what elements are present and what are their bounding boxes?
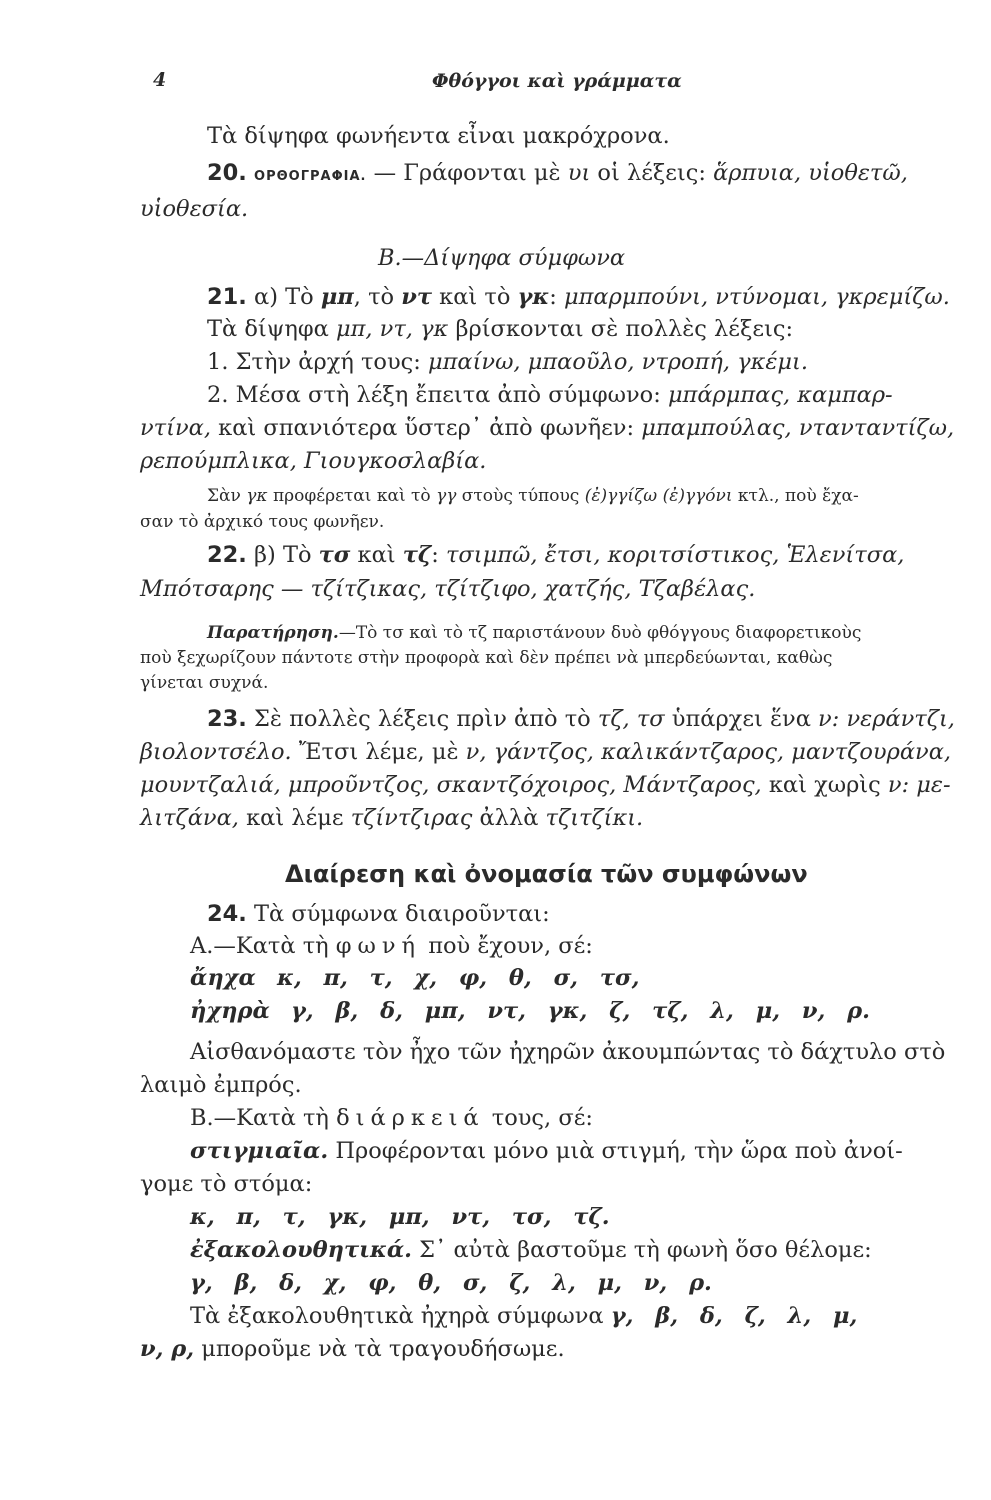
- rule-22-line: [207, 541, 904, 569]
- text: τζ, τσ: [597, 706, 665, 732]
- text: μποροῦμε νὰ τὰ τραγουδήσωμε.: [194, 1336, 565, 1362]
- rule-number: 20.: [207, 160, 247, 186]
- consonant-list: κ, π, τ, χ, φ, θ, σ, τσ,: [276, 965, 640, 991]
- consonant-list: κ, π, τ, γκ, μπ, ντ, τσ, τζ.: [190, 1204, 610, 1230]
- spaced-word: φωνή: [335, 933, 422, 959]
- text-line: [140, 414, 954, 442]
- consonant-list: γ, β, δ, χ, φ, θ, σ, ζ, λ, μ, ν, ρ.: [190, 1270, 712, 1296]
- rule-label: ΟΡΘΟΓΡΑΦΙΑ.: [254, 169, 367, 184]
- text-line: [190, 1236, 872, 1264]
- text: προφέρεται καὶ τὸ: [267, 486, 437, 506]
- text: γγ: [436, 486, 457, 506]
- example-words: λιτζάνα,: [140, 805, 239, 831]
- text: 1. Στὴν ἀρχή τους:: [207, 349, 428, 375]
- text: Ἔτσι λέμε, μὲ: [291, 739, 466, 765]
- text: —Τὸ τσ καὶ τὸ τζ παριστάνουν δυὸ φθόγγους διαφορετικοὺς: [338, 623, 862, 643]
- consonant-list-line: [190, 964, 639, 992]
- text: Σὰν: [207, 486, 247, 506]
- text-line: Μπότσαρης — τζίτζικας, τζίτζιφο, χατζής, Τζαβέλας.: [140, 576, 756, 602]
- text: μπ, ντ, γκ: [335, 316, 449, 342]
- text-line: [140, 771, 951, 799]
- text: Προφέρονται μόνο μιὰ στιγμή, τὴν ὥρα ποὺ ἀνοί-: [328, 1138, 903, 1164]
- consonant-list: γ, β, δ, μπ, ντ, γκ, ζ, τζ, λ, μ, ν, ρ.: [290, 998, 870, 1024]
- rule-23-line: [207, 705, 955, 733]
- text: — Γράφονται μὲ: [373, 160, 568, 186]
- text-line: [190, 1104, 593, 1132]
- observation-label: Παρατήρηση.: [207, 623, 339, 643]
- text: καὶ τὸ: [432, 284, 518, 310]
- text: κτλ., ποὺ ἔχα-: [732, 486, 859, 506]
- text: 2. Μέσα στὴ λέξη ἔπειτα ἀπὸ σύμφωνο:: [207, 382, 668, 408]
- text: γκ: [517, 284, 550, 310]
- text: ποὺ ἔχουν, σέ:: [421, 933, 593, 959]
- text: Τὰ σύμφωνα διαιροῦνται:: [246, 901, 550, 927]
- text: Σὲ πολλὲς λέξεις πρὶν ἀπὸ τὸ: [246, 706, 598, 732]
- text-line: [190, 932, 593, 960]
- subsection-heading: Β.—Δίψηφα σύμφωνα: [378, 245, 626, 271]
- example-words: βιολοντσέλο.: [140, 739, 292, 765]
- text: βρίσκονται σὲ πολλὲς λέξεις:: [448, 316, 794, 342]
- text-line: Αἰσθανόμαστε τὸν ἦχο τῶν ἠχηρῶν ἀκουμπώντας τὸ δάχτυλο στὸ: [190, 1039, 946, 1065]
- text-line: [140, 738, 951, 766]
- spaced-word: διάρκειά: [336, 1105, 485, 1131]
- text: καὶ λέμε: [238, 805, 351, 831]
- text: Τὰ ἐξακολουθητικὰ ἠχηρὰ σύμφωνα: [190, 1303, 611, 1329]
- text: ντ: [401, 284, 432, 310]
- page-number: 4: [153, 69, 167, 91]
- example-words: μπαρμπούνι, ντύνομαι, γκρεμίζω.: [563, 284, 950, 310]
- text: Σ᾽ αὐτὰ βαστοῦμε τὴ φωνὴ ὅσο θέλομε:: [412, 1237, 872, 1263]
- note-line: [207, 485, 859, 507]
- text: τζ: [402, 542, 432, 568]
- rule-number: 22.: [207, 542, 247, 568]
- text-line: [207, 348, 808, 376]
- example-words: τζιτζίκι.: [545, 805, 644, 831]
- consonant-list-line: [190, 997, 870, 1025]
- text: Τὰ δίψηφα: [207, 316, 336, 342]
- text: (ἐ)γγίζω (ἐ)γγόνι: [584, 486, 733, 506]
- text: Β.—Κατὰ τὴ: [190, 1105, 337, 1131]
- text: ἀλλὰ: [472, 805, 546, 831]
- text: :: [549, 284, 564, 310]
- text-line: ρεπούμπλικα, Γιουγκοσλαβία.: [140, 448, 487, 474]
- text: :: [431, 542, 446, 568]
- text: Α.—Κατὰ τὴ: [190, 933, 336, 959]
- text-line: λαιμὸ ἐμπρός.: [140, 1072, 302, 1098]
- example-words: ν: νεράντζι,: [818, 706, 955, 732]
- text: οἱ λέξεις:: [590, 160, 714, 186]
- text-line: [207, 315, 793, 343]
- list-label: ἐξακολουθητικά.: [190, 1237, 412, 1263]
- text-line: υἱοθεσία.: [140, 196, 249, 222]
- rule-number: 23.: [207, 706, 247, 732]
- text: στοὺς τύπους: [456, 486, 585, 506]
- text: , τὸ: [353, 284, 402, 310]
- example-words: μπάρμπας, καμπαρ-: [667, 382, 893, 408]
- consonant-list: ν, ρ,: [140, 1336, 195, 1362]
- example-words: τζίντζιρας: [350, 805, 473, 831]
- text: καὶ σπανιότερα ὕστερ᾽ ἀπὸ φωνῆεν:: [210, 415, 642, 441]
- text-line: [190, 1302, 857, 1330]
- consonant-list: γ, β, δ, ζ, λ, μ,: [610, 1303, 858, 1329]
- list-label: στιγμιαῖα.: [190, 1138, 329, 1164]
- text: γκ: [246, 486, 268, 506]
- text-line: [207, 381, 893, 409]
- example-words: τσιμπῶ, ἔτσι, κοριτσίστικος, Ἑλενίτσα,: [445, 542, 905, 568]
- text: καὶ χωρὶς: [761, 772, 888, 798]
- text: ὑπάρχει ἕνα: [664, 706, 819, 732]
- section-title: Διαίρεση καὶ ὀνομασία τῶν συμφώνων: [285, 860, 808, 888]
- text-line: [190, 1137, 903, 1165]
- text: μπ: [320, 284, 354, 310]
- rule-number: 24.: [207, 901, 247, 927]
- rule-20-line: [207, 159, 908, 191]
- text: υι: [567, 160, 591, 186]
- example-words: ἅρπυια, υἱοθετῶ,: [713, 160, 908, 186]
- note-line: σαν τὸ ἀρχικό τους φωνῆεν.: [140, 512, 385, 532]
- list-label: ἄηχα: [190, 965, 256, 991]
- text-line: γομε τὸ στόμα:: [140, 1171, 313, 1197]
- example-words: μπαμπούλας, ντανταντίζω,: [641, 415, 955, 441]
- text-line: Τὰ δίψηφα φωνήεντα εἶναι μακρόχρονα.: [207, 123, 670, 149]
- example-words: ντίνα,: [140, 415, 211, 441]
- text: β) Τὸ: [246, 542, 319, 568]
- rule-number: 21.: [207, 284, 247, 310]
- text: α) Τὸ: [246, 284, 321, 310]
- text-line: [140, 804, 643, 832]
- example-words: μουντζαλιά, μπροῦντζος, σκαντζόχοιρος, Μάντζαρος,: [140, 772, 762, 798]
- text: τσ: [318, 542, 351, 568]
- example-words: ν, γάντζος, καλικάντζαρος, μαντζουράνα,: [465, 739, 952, 765]
- list-label: ἠχηρὰ: [190, 998, 270, 1024]
- text-line: [140, 1335, 565, 1363]
- observation-line: [207, 622, 861, 644]
- observation-line: ποὺ ξεχωρίζουν πάντοτε στὴν προφορὰ καὶ δὲν πρέπει νὰ μπερδεύωνται, καθὼς: [140, 648, 833, 668]
- rule-21-line: [207, 283, 950, 311]
- text: τους, σέ:: [484, 1105, 593, 1131]
- example-words: ν: με-: [887, 772, 951, 798]
- observation-line: γίνεται συχνά.: [140, 673, 269, 693]
- rule-24-line: [207, 900, 550, 928]
- example-words: μπαίνω, μπαοῦλο, ντροπή, γκέμι.: [427, 349, 809, 375]
- running-title: Φθόγγοι καὶ γράμματα: [432, 70, 682, 92]
- text: καὶ: [350, 542, 403, 568]
